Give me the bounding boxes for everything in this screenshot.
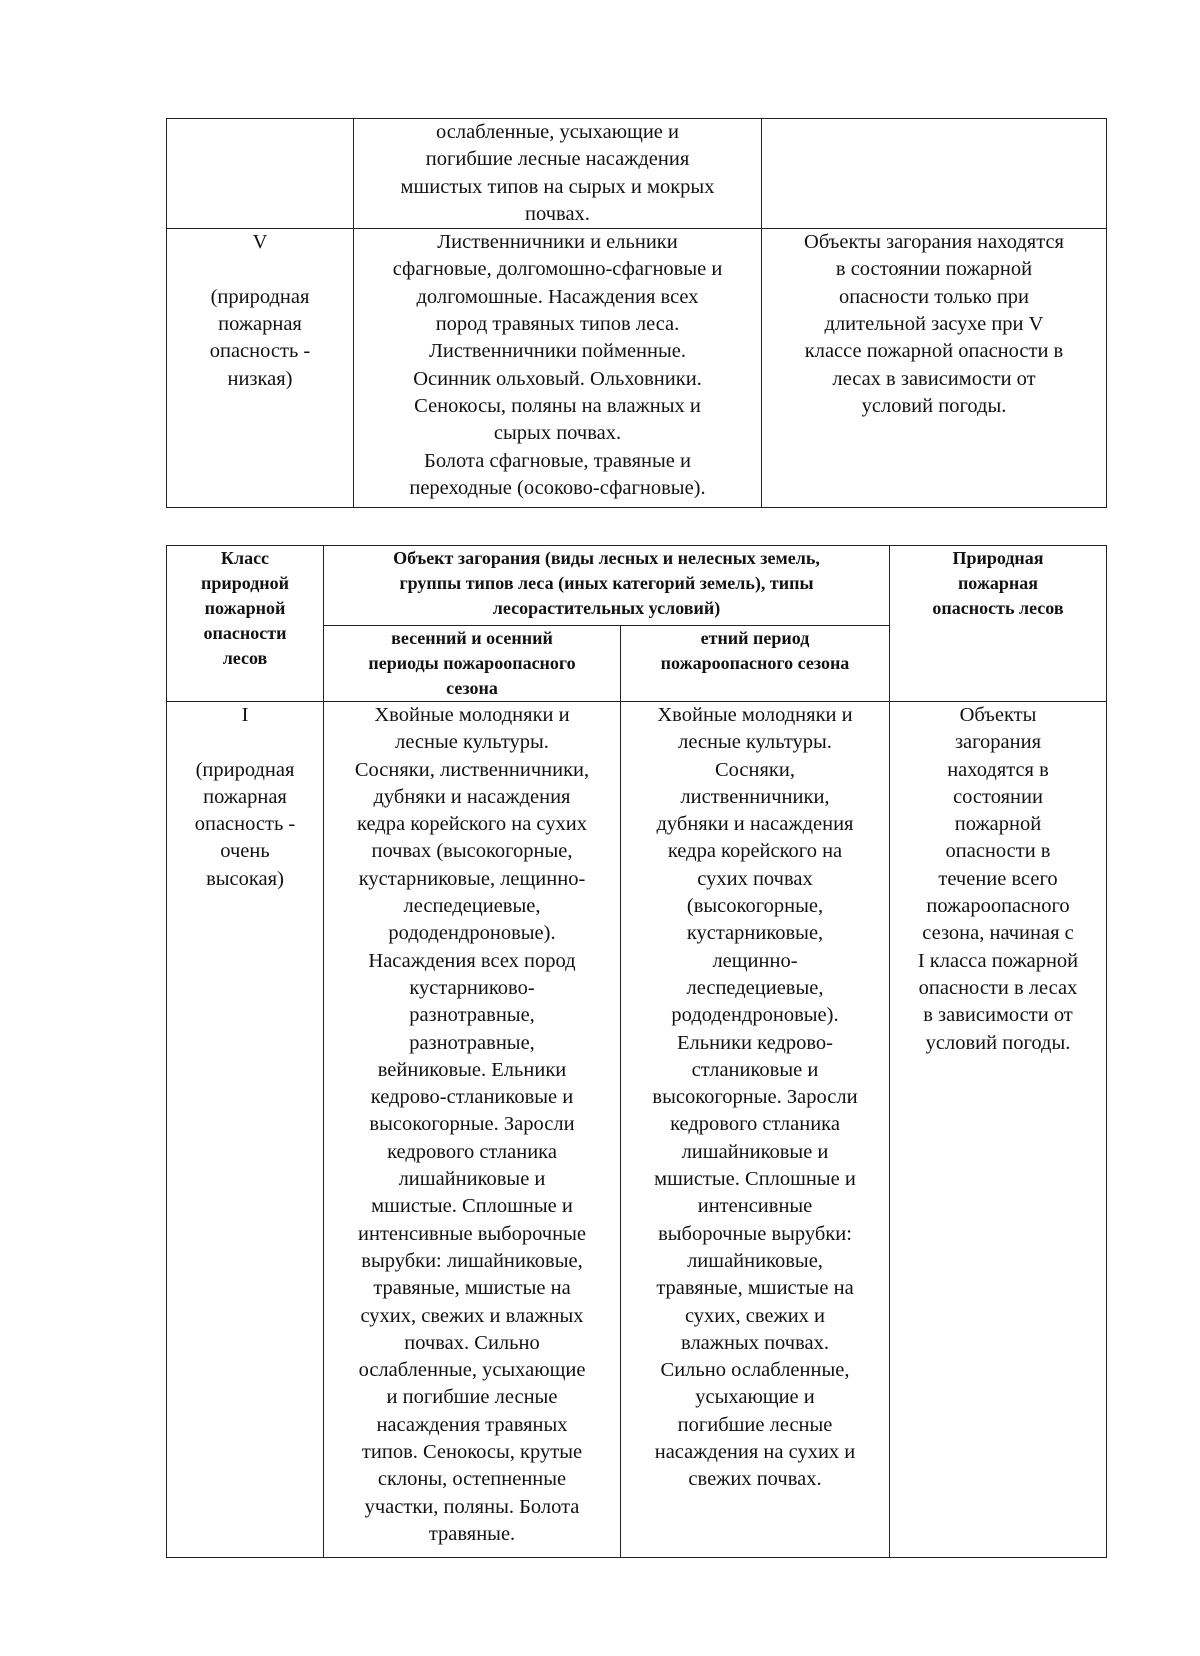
text-line: кустарниковые,: [686, 922, 824, 945]
header-spring-autumn: [324, 626, 621, 702]
text-line: насаждения травяных: [376, 1413, 568, 1436]
text-line: пожарная: [203, 785, 287, 808]
text-line: опасности в: [945, 840, 1051, 863]
text-line: стланиковые и: [691, 1058, 819, 1081]
text-line: травяные, мшистые на: [373, 1277, 571, 1300]
text-line: кустарниково-: [409, 976, 535, 999]
danger-cell: [762, 119, 1107, 229]
text-line: Природная: [952, 548, 1044, 568]
table-row: [167, 229, 1107, 508]
text-line: (природная: [210, 285, 310, 308]
text-line: пожароопасного сезона: [660, 653, 850, 673]
text-line: погибшие лесные: [677, 1413, 833, 1436]
text-line: участки, поляны. Болота: [364, 1495, 580, 1518]
header-danger: [890, 546, 1107, 702]
text-line: Лиственничники и ельники: [437, 231, 678, 254]
header-object: [324, 546, 890, 626]
text-line: Класс: [220, 548, 270, 568]
text-line: ослабленные, усыхающие и: [436, 121, 679, 143]
spring-autumn-cell: [324, 702, 621, 1558]
class-cell: [167, 702, 324, 1558]
text-line: влажных почвах.: [681, 1331, 829, 1354]
text-line: в состоянии пожарной: [835, 258, 1033, 281]
text-line: высокая): [206, 867, 284, 890]
text-line: долгомошные. Насаждения всех: [416, 285, 699, 308]
text-line: дубняки и насаждения: [656, 813, 854, 836]
text-line: лесов: [222, 648, 268, 668]
text-line: сфагновые, долгомошно-сфагновые и: [392, 258, 723, 281]
table-row: [167, 702, 1107, 1558]
text-line: длительной засухе при V: [824, 313, 1044, 336]
fire-class-table-continuation: [166, 118, 1107, 508]
text-line: Объекты: [959, 704, 1037, 726]
text-line: Ельники кедрово-: [677, 1031, 833, 1054]
danger-cell: [890, 702, 1107, 1558]
text-line: разнотравные,: [409, 1031, 535, 1054]
text-line: очень: [220, 840, 270, 863]
text-line: Сильно ослабленные,: [660, 1359, 850, 1382]
text-line: группы типов леса (иных категорий земель), типы: [399, 573, 814, 593]
text-line: лесах в зависимости от: [832, 367, 1036, 390]
text-line: Объекты загорания находятся: [804, 231, 1064, 254]
text-line: (природная: [195, 758, 295, 781]
text-line: почвах. Сильно: [404, 1331, 540, 1354]
text-line: сезона, начиная с: [922, 922, 1074, 945]
text-line: дубняки и насаждения: [373, 785, 571, 808]
text-line: Хвойные молодняки и: [657, 704, 853, 726]
text-line: лишайниковые и: [681, 1140, 829, 1163]
text-line: вырубки: лишайниковые,: [361, 1249, 583, 1272]
text-line: находятся в: [947, 758, 1049, 781]
text-line: состоянии: [953, 785, 1043, 808]
text-line: мшистые. Сплошные и: [654, 1168, 856, 1191]
text-line: [173, 256, 347, 283]
text-line: условий погоды.: [925, 1031, 1071, 1054]
text-line: лесные культуры.: [678, 731, 832, 754]
table-header-row: [167, 546, 1107, 626]
text-line: Объект загорания (виды лесных и нелесных земель,: [393, 548, 820, 568]
text-line: Болота сфагновые, травяные и: [424, 449, 691, 472]
text-line: пожарной: [954, 813, 1042, 836]
text-line: опасности: [203, 623, 287, 643]
text-line: склоны, остепненные: [377, 1468, 567, 1491]
text-line: пожарная: [218, 313, 302, 336]
text-line: кедра корейского на: [667, 840, 843, 863]
text-line: свежих почвах.: [688, 1468, 822, 1491]
text-line: загорания: [954, 731, 1042, 754]
text-line: мшистых типов на сырых и мокрых: [400, 175, 715, 198]
text-line: низкая): [227, 367, 293, 390]
text-line: почвах (высокогорные,: [371, 840, 573, 863]
text-line: травяные.: [428, 1522, 516, 1545]
object-cell: [354, 119, 762, 229]
danger-cell: [762, 229, 1107, 508]
text-line: Сенокосы, поляны на влажных и: [414, 394, 701, 417]
text-line: сухих почвах: [697, 867, 813, 890]
text-line: типов. Сенокосы, крутые: [361, 1441, 583, 1464]
text-line: Хвойные молодняки и: [374, 704, 570, 726]
text-line: опасности в лесах: [918, 976, 1078, 999]
table-row: [167, 119, 1107, 229]
text-line: периоды пожароопасного: [368, 653, 576, 673]
text-line: ослабленные, усыхающие: [358, 1359, 586, 1382]
text-line: высокогорные. Заросли: [369, 1113, 575, 1136]
text-line: I: [241, 704, 249, 726]
text-line: лиственничники,: [680, 785, 830, 808]
text-line: кедрового стланика: [387, 1140, 557, 1163]
text-line: пожароопасного: [926, 895, 1070, 918]
text-line: пожарная: [957, 573, 1039, 593]
text-line: насаждения на сухих и: [654, 1441, 856, 1464]
text-line: интенсивные: [697, 1195, 813, 1218]
text-line: пород травяных типов леса.: [435, 313, 680, 336]
object-cell: [354, 229, 762, 508]
text-line: I класса пожарной: [917, 949, 1079, 972]
text-line: почвах.: [525, 202, 590, 225]
text-line: опасность -: [209, 340, 311, 363]
text-line: кедрового стланика: [670, 1113, 840, 1136]
text-line: и погибшие лесные: [386, 1386, 558, 1409]
text-line: лишайниковые,: [687, 1249, 823, 1272]
text-line: условий погоды.: [861, 394, 1007, 417]
text-line: интенсивные выборочные: [358, 1222, 586, 1245]
text-line: усыхающие и: [695, 1386, 815, 1409]
text-line: разнотравные,: [409, 1004, 535, 1027]
text-line: Лиственничники пойменные.: [428, 340, 686, 363]
text-line: погибшие лесные насаждения: [425, 148, 690, 171]
text-line: сезона: [446, 678, 498, 698]
text-line: переходные (осоково-сфагновые).: [409, 476, 706, 499]
header-summer: [621, 626, 890, 702]
text-line: Насаждения всех пород: [368, 949, 576, 972]
text-line: опасность -: [194, 813, 296, 836]
class-cell: [167, 229, 354, 508]
text-line: опасности только при: [838, 285, 1030, 308]
text-line: лесные культуры.: [395, 731, 549, 754]
text-line: мшистые. Сплошные и: [371, 1195, 573, 1218]
text-line: лесорастительных условий): [492, 598, 721, 618]
text-line: пожарной: [204, 598, 286, 618]
fire-class-table: [166, 545, 1107, 1558]
text-line: травяные, мшистые на: [656, 1277, 854, 1300]
text-line: течение всего: [938, 867, 1058, 890]
text-line: кедра корейского на сухих: [357, 813, 587, 836]
summer-cell: [621, 702, 890, 1558]
text-line: Сосняки, лиственничники,: [354, 758, 590, 781]
text-line: етний период: [700, 628, 810, 648]
text-line: Осинник ольховый. Ольховники.: [413, 367, 702, 390]
text-line: сухих, свежих и влажных: [360, 1304, 584, 1327]
text-line: вейниковые. Ельники: [377, 1058, 567, 1081]
text-line: в зависимости от: [923, 1004, 1073, 1027]
text-line: весенний и осенний: [391, 628, 553, 648]
text-line: сырых почвах.: [493, 422, 622, 445]
text-line: (высокогорные,: [686, 895, 824, 918]
text-line: кустарниковые, лещинно-: [358, 867, 586, 890]
text-line: рододендроновые).: [388, 922, 556, 945]
text-line: природной: [200, 573, 290, 593]
class-cell: [167, 119, 354, 229]
text-line: лишайниковые и: [398, 1168, 546, 1191]
text-line: опасность лесов: [932, 598, 1064, 618]
text-line: V: [252, 231, 268, 254]
text-line: леспедециевые,: [403, 895, 541, 918]
text-line: [173, 729, 317, 756]
text-line: высокогорные. Заросли: [652, 1086, 858, 1109]
text-line: Сосняки,: [715, 758, 795, 781]
text-line: выборочные вырубки:: [658, 1222, 852, 1245]
text-line: рододендроновые).: [671, 1004, 839, 1027]
text-line: лещинно-: [712, 949, 798, 972]
text-line: леспедециевые,: [686, 976, 824, 999]
text-line: сухих, свежих и: [684, 1304, 826, 1327]
text-line: классе пожарной опасности в: [804, 340, 1064, 363]
header-class: [167, 546, 324, 702]
text-line: кедрово-стланиковые и: [370, 1086, 574, 1109]
